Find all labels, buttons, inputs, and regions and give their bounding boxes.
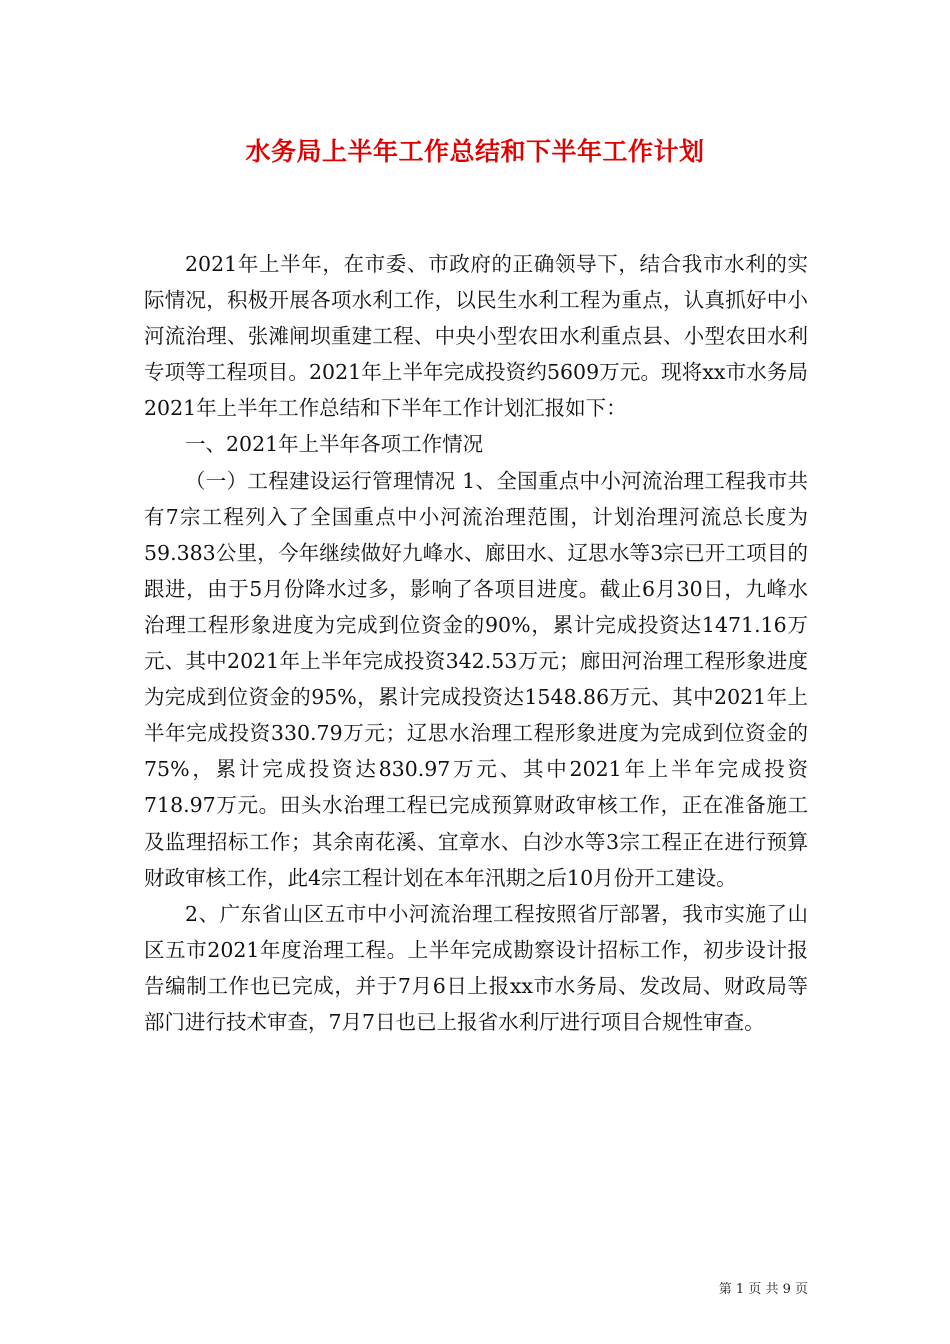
section-heading: 一、2021年上半年各项工作情况: [185, 432, 484, 457]
page-number: [719, 1278, 808, 1297]
paragraph-project-2: 2、广东省山区五市中小河流治理工程按照省厅部署，我市实施了山区五市2021年度治理工程。上半年完成勘察设计招标工作，初步设计报告编制工作也已完成，并于7月6日上报xx市水务局、发改局、财政局等部门进行技术审查，7月7日也已上报省水利厅进行项目合规性审查。: [144, 901, 808, 1034]
document-title: 水务局上半年工作总结和下半年工作计划: [245, 137, 705, 166]
paragraph-project-1: （一）工程建设运行管理情况 1、全国重点中小河流治理工程我市共有7宗工程列入了全国重点中小河流治理范围，计划治理河流总长度为59.383公里，今年继续做好九峰水、廊田水、辽思水等3宗已开工项目的跟进，由于5月份降水过多，影响了各项目进度。截止6月30日，九峰水治理工程形象进度为完成到位资金的90%，累计完成投资达1471.16万元、其中2021年上半年完成投资342.53万元；廊田河治理工程形象进度为完成到位资金的95%，累计完成投资达1548.86万元、其中2021年上半年完成投资330.79万元；辽思水治理工程形象进度为完成到位资金的75%，累计完成投资达830.97万元、其中2021年上半年完成投资718.97万元。田头水治理工程已完成预算财政审核工作，正在准备施工及监理招标工作；其余南花溪、宜章水、白沙水等3宗工程正在进行预算财政审核工作，此4宗工程计划在本年汛期之后10月份开工建设。: [144, 468, 808, 890]
page-number-label: 第 1 页 共 9 页: [718, 1282, 808, 1297]
paragraph-intro: 2021年上半年，在市委、市政府的正确领导下，结合我市水利的实际情况，积极开展各项水利工作，以民生水利工程为重点，认真抓好中小河流治理、张滩闸坝重建工程、中央小型农田水利重点县、小型农田水利专项等工程项目。2021年上半年完成投资约5609万元。现将xx市水务局2021年上半年工作总结和下半年工作计划汇报如下：: [144, 252, 808, 421]
document-body: [144, 246, 808, 1040]
